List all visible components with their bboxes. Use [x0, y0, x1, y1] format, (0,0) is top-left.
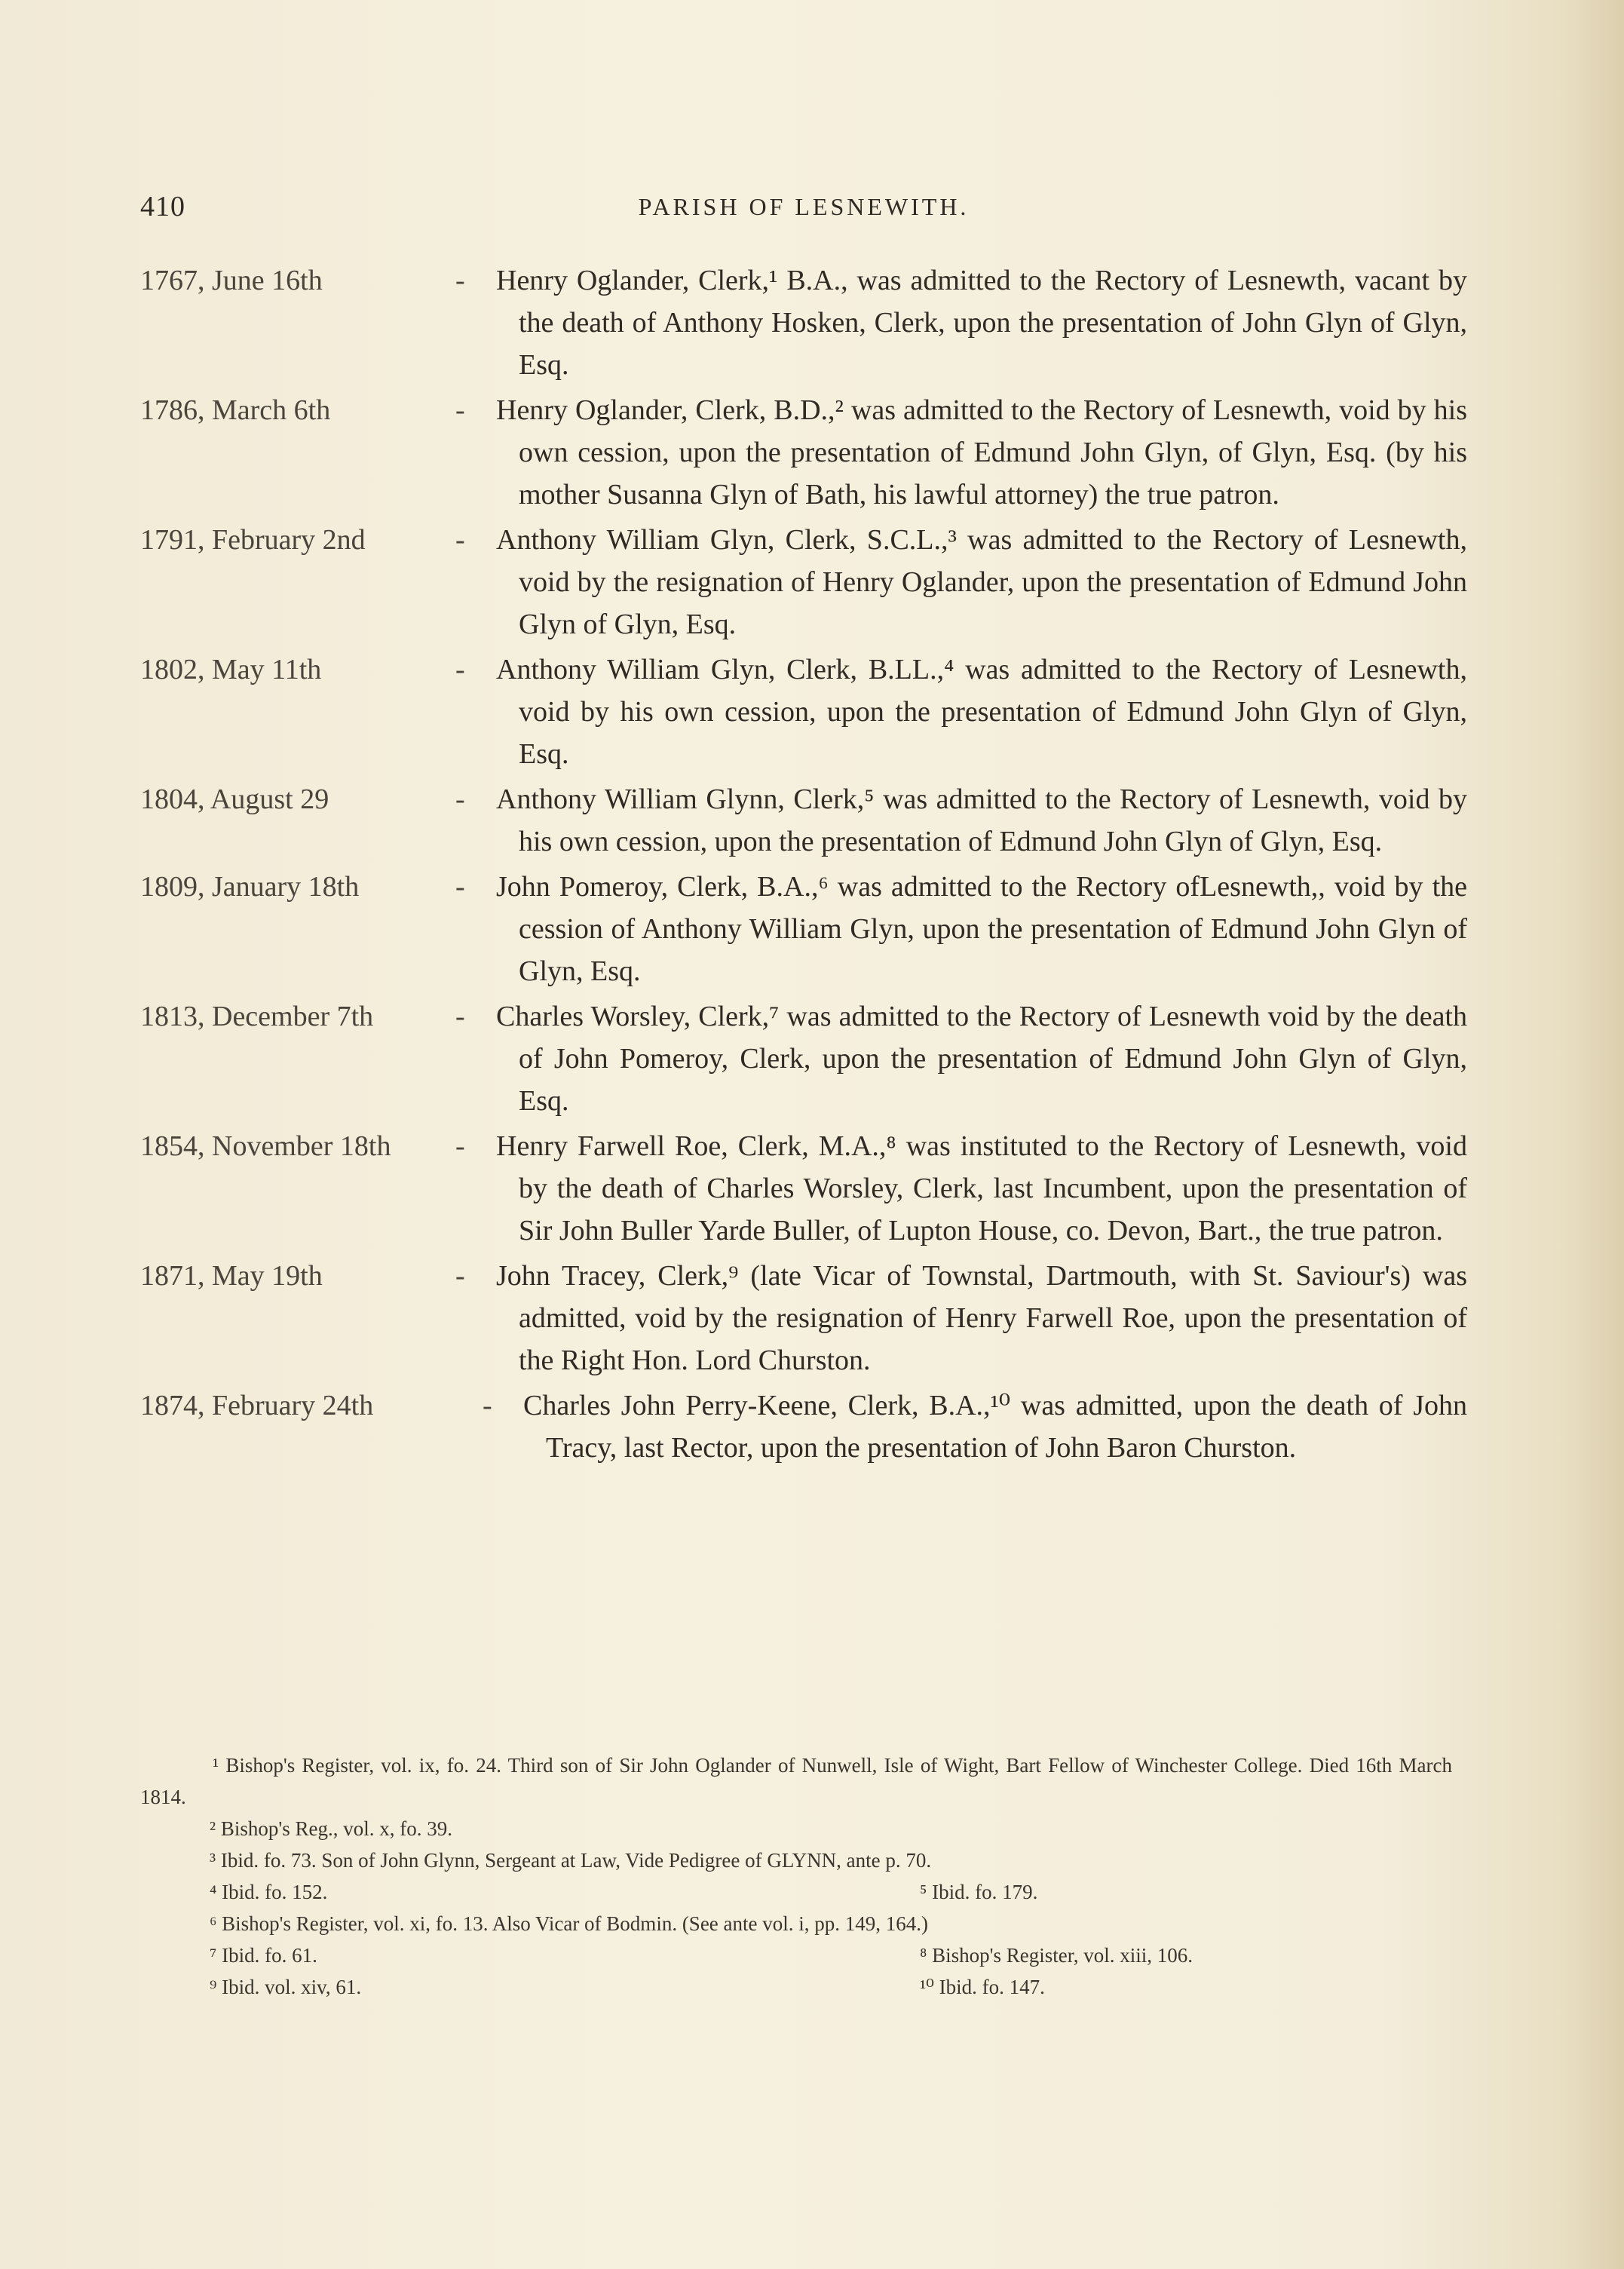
entry	[140, 649, 1467, 775]
entry-text: Henry Oglander, Clerk,¹ B.A., was admitted to the Rectory of Lesnewth, vacant by the death of Anthony Hosken, Clerk, upon the presentation of John Glyn of Glyn, Esq.	[496, 265, 1467, 381]
entry-date: 1767, June 16th	[140, 265, 323, 296]
footnote: ⁵ Ibid. fo. 179.	[920, 1881, 1038, 1903]
footnotes	[140, 1749, 1452, 2003]
entry-text: John Pomeroy, Clerk, B.A.,⁶ was admitted to the Rectory ofLesnewth,, void by the cession of Anthony William Glyn, upon the presentation of Edmund John Glyn of Glyn, Esq.	[496, 871, 1467, 987]
entry-text: Henry Farwell Roe, Clerk, M.A.,⁸ was instituted to the Rectory of Lesnewth, void by the death of Charles Worsley, Clerk, last Incumbent, upon the presentation of Sir John Buller Yarde Buller, of Lupton House, co. Devon, Bart., the true patron.	[496, 1130, 1467, 1246]
footnote-row	[140, 1876, 1452, 1908]
entry-date: 1802, May 11th	[140, 654, 322, 685]
entry	[140, 866, 1467, 992]
entry-text: Anthony William Glyn, Clerk, S.C.L.,³ was admitted to the Rectory of Lesnewth, void by the resignation of Henry Oglander, upon the presentation of Edmund John Glyn of Glyn, Esq.	[496, 524, 1467, 640]
footnote-row	[140, 1844, 1452, 1876]
footnote: ¹ Bishop's Register, vol. ix, fo. 24. Third son of Sir John Oglander of Nunwell, Isle of Wight, Bart Fellow of Winchester College. Died 16th March 1814.	[140, 1754, 1452, 1808]
entry	[140, 778, 1467, 863]
footnote: ⁸ Bishop's Register, vol. xiii, 106.	[920, 1944, 1193, 1967]
entry	[140, 1255, 1467, 1381]
entry-text: Charles Worsley, Clerk,⁷ was admitted to the Rectory of Lesnewth void by the death of John Pomeroy, Clerk, upon the presentation of Edmund John Glyn of Glyn, Esq.	[496, 1001, 1467, 1117]
entry-dash: -	[455, 394, 465, 426]
footnote: ⁷ Ibid. fo. 61.	[210, 1944, 317, 1967]
entry-date: 1791, February 2nd	[140, 524, 366, 556]
footnote: ⁶ Bishop's Register, vol. xi, fo. 13. Also Vicar of Bodmin. (See ante vol. i, pp. 149, 164.)	[210, 1912, 929, 1935]
entry-date: 1804, August 29	[140, 783, 329, 815]
footnote-row	[140, 1908, 1452, 1939]
entry	[140, 519, 1467, 645]
entry-text: Anthony William Glynn, Clerk,⁵ was admitted to the Rectory of Lesnewth, void by his own cession, upon the presentation of Edmund John Glyn of Glyn, Esq.	[496, 783, 1467, 857]
entry	[140, 995, 1467, 1122]
entry-date: 1871, May 19th	[140, 1260, 323, 1292]
footnote-row	[140, 1939, 1452, 1971]
entry-date: 1874, February 24th	[140, 1390, 374, 1421]
entry-dash: -	[455, 654, 465, 685]
page-number: 410	[140, 191, 185, 222]
entry-dash: -	[455, 871, 465, 903]
entry-text: Charles John Perry-Keene, Clerk, B.A.,¹⁰ was admitted, upon the death of John Tracy, last Rector, upon the presentation of John Baron Churston.	[523, 1390, 1467, 1464]
entry-dash: -	[455, 1260, 465, 1292]
footnote: ² Bishop's Reg., vol. x, fo. 39.	[210, 1817, 452, 1840]
running-title: PARISH OF LESNEWITH.	[638, 193, 970, 220]
entry-text: Henry Oglander, Clerk, B.D.,² was admitted to the Rectory of Lesnewth, void by his own cession, upon the presentation of Edmund John Glyn, of Glyn, Esq. (by his mother Susanna Glyn of Bath, his lawful attorney) the true patron.	[496, 394, 1467, 511]
entry	[140, 259, 1467, 386]
page-header	[140, 190, 1467, 228]
entry-date: 1813, December 7th	[140, 1001, 374, 1032]
entry-date: 1854, November 18th	[140, 1130, 391, 1162]
entry-dash: -	[455, 1001, 465, 1032]
rectory-entries	[140, 259, 1467, 1472]
entry	[140, 1384, 1467, 1469]
entry-date: 1786, March 6th	[140, 394, 331, 426]
entry-dash: -	[455, 1130, 465, 1162]
entry-dash: -	[455, 783, 465, 815]
entry	[140, 1125, 1467, 1252]
footnote-row	[140, 1971, 1452, 2003]
entry-text: Anthony William Glyn, Clerk, B.LL.,⁴ was admitted to the Rectory of Lesnewth, void by his own cession, upon the presentation of Edmund John Glyn of Glyn, Esq.	[496, 654, 1467, 770]
entry-date: 1809, January 18th	[140, 871, 360, 903]
footnote: ⁴ Ibid. fo. 152.	[210, 1881, 328, 1903]
entry-dash: -	[455, 265, 465, 296]
entry-dash: -	[455, 524, 465, 556]
footnote: ³ Ibid. fo. 73. Son of John Glynn, Sergeant at Law, Vide Pedigree of GLYNN, ante p. 70.	[210, 1849, 932, 1872]
entry	[140, 389, 1467, 516]
entry-text: John Tracey, Clerk,⁹ (late Vicar of Townstal, Dartmouth, with St. Saviour's) was admitted, void by the resignation of Henry Farwell Roe, upon the presentation of the Right Hon. Lord Churston.	[496, 1260, 1467, 1376]
footnote: ¹⁰ Ibid. fo. 147.	[920, 1976, 1045, 1998]
footnote-row	[140, 1813, 1452, 1844]
entry-dash: -	[483, 1390, 492, 1421]
footnote: ⁹ Ibid. vol. xiv, 61.	[210, 1976, 362, 1998]
